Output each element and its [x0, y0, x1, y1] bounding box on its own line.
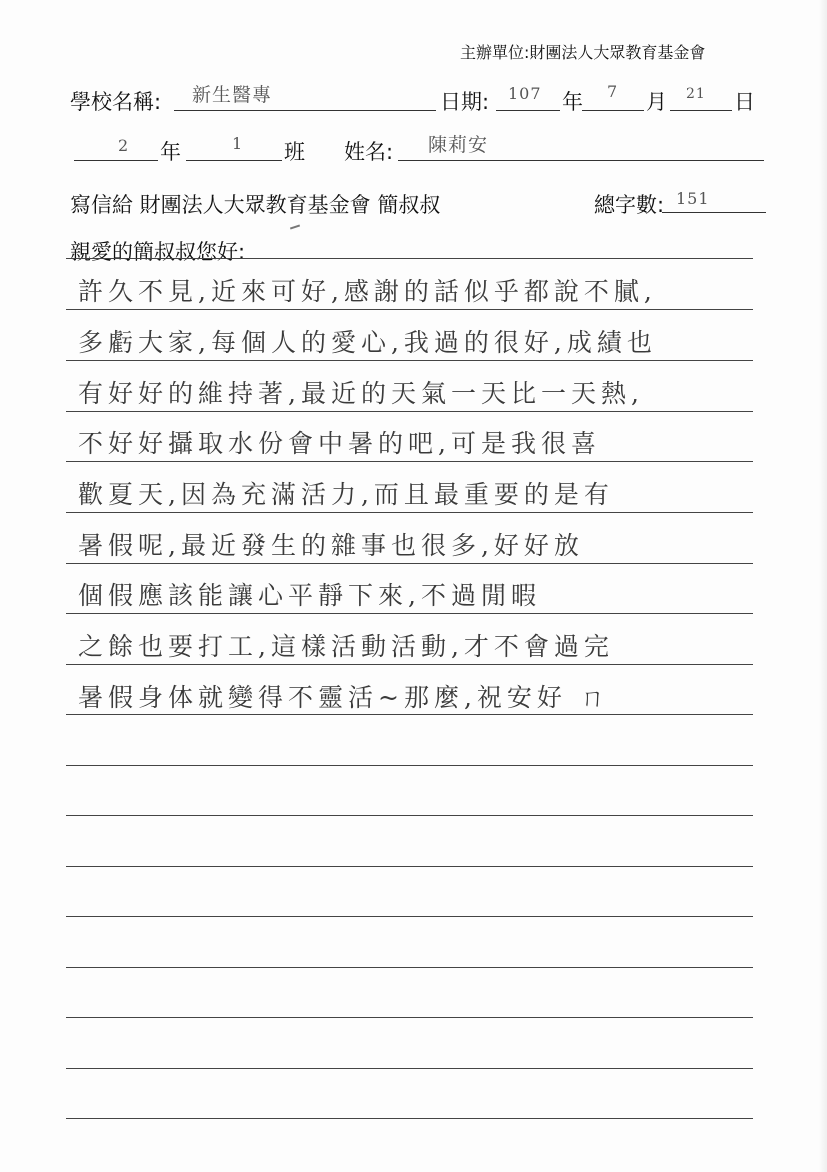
grade-value: 2: [118, 136, 130, 155]
grade-underline: [74, 160, 158, 161]
letter-line: 暑假身体就變得不靈活~那麼,祝安好 ㄇ: [78, 683, 610, 712]
recipient-line: 寫信給 財團法人大眾教育基金會 簡叔叔: [70, 193, 441, 217]
class-value: 1: [232, 134, 244, 153]
writing-line: [66, 815, 753, 816]
writing-line: [66, 461, 753, 462]
letter-line: 暑假呢,最近發生的雜事也很多,好好放: [78, 531, 584, 560]
word-count-value: 151: [676, 189, 710, 208]
writing-line: [66, 360, 753, 361]
writing-line: [66, 866, 753, 867]
month-value: 7: [607, 82, 619, 101]
day-label: 日: [734, 90, 755, 114]
year-underline: [496, 110, 560, 111]
month-label: 月: [646, 90, 667, 114]
date-label: 日期:: [440, 90, 490, 114]
day-value: 21: [686, 86, 706, 102]
writing-line: [66, 258, 753, 259]
writing-line: [66, 664, 753, 665]
pen-mark: [290, 225, 300, 230]
day-underline: [670, 110, 732, 111]
scan-edge-shadow: [819, 0, 827, 1172]
grade-label: 年: [160, 140, 181, 164]
writing-line: [66, 1017, 753, 1018]
letter-line: 歡夏天,因為充滿活力,而且最重要的是有: [78, 480, 614, 509]
month-underline: [582, 110, 644, 111]
name-value: 陳莉安: [428, 134, 489, 156]
organizer-text: 主辦單位:財團法人大眾教育基金會: [460, 43, 706, 62]
letter-line: 多虧大家,每個人的愛心,我過的很好,成績也: [78, 328, 657, 357]
writing-line: [66, 1118, 753, 1119]
school-value: 新生醫專: [192, 84, 273, 106]
writing-line: [66, 563, 753, 564]
year-value: 107: [508, 84, 542, 103]
class-underline: [186, 160, 282, 161]
greeting: 親愛的簡叔叔您好:: [70, 240, 246, 264]
letter-line: 不好好攝取水份會中暑的吧,可是我很喜: [78, 429, 601, 458]
word-count-label: 總字數:: [594, 193, 665, 217]
letter-line: 之餘也要打工,這樣活動活動,才不會過完: [78, 632, 614, 661]
school-label: 學校名稱:: [70, 90, 162, 114]
writing-line: [66, 1068, 753, 1069]
school-underline: [174, 110, 436, 111]
writing-line: [66, 613, 753, 614]
name-underline: [398, 160, 764, 161]
writing-line: [66, 916, 753, 917]
writing-line: [66, 411, 753, 412]
word-count-underline: [662, 212, 766, 213]
class-label: 班: [284, 140, 305, 164]
writing-line: [66, 765, 753, 766]
letter-line: 有好好的維持著,最近的天氣一天比一天熱,: [78, 379, 644, 408]
writing-line: [66, 512, 753, 513]
writing-line: [66, 714, 753, 715]
letter-line: 許久不見,近來可好,感謝的話似乎都說不膩,: [78, 277, 657, 306]
name-label: 姓名:: [344, 140, 394, 164]
year-label: 年: [562, 90, 583, 114]
writing-line: [66, 309, 753, 310]
writing-line: [66, 967, 753, 968]
letter-line: 個假應該能讓心平靜下來,不過閒暇: [78, 581, 541, 610]
